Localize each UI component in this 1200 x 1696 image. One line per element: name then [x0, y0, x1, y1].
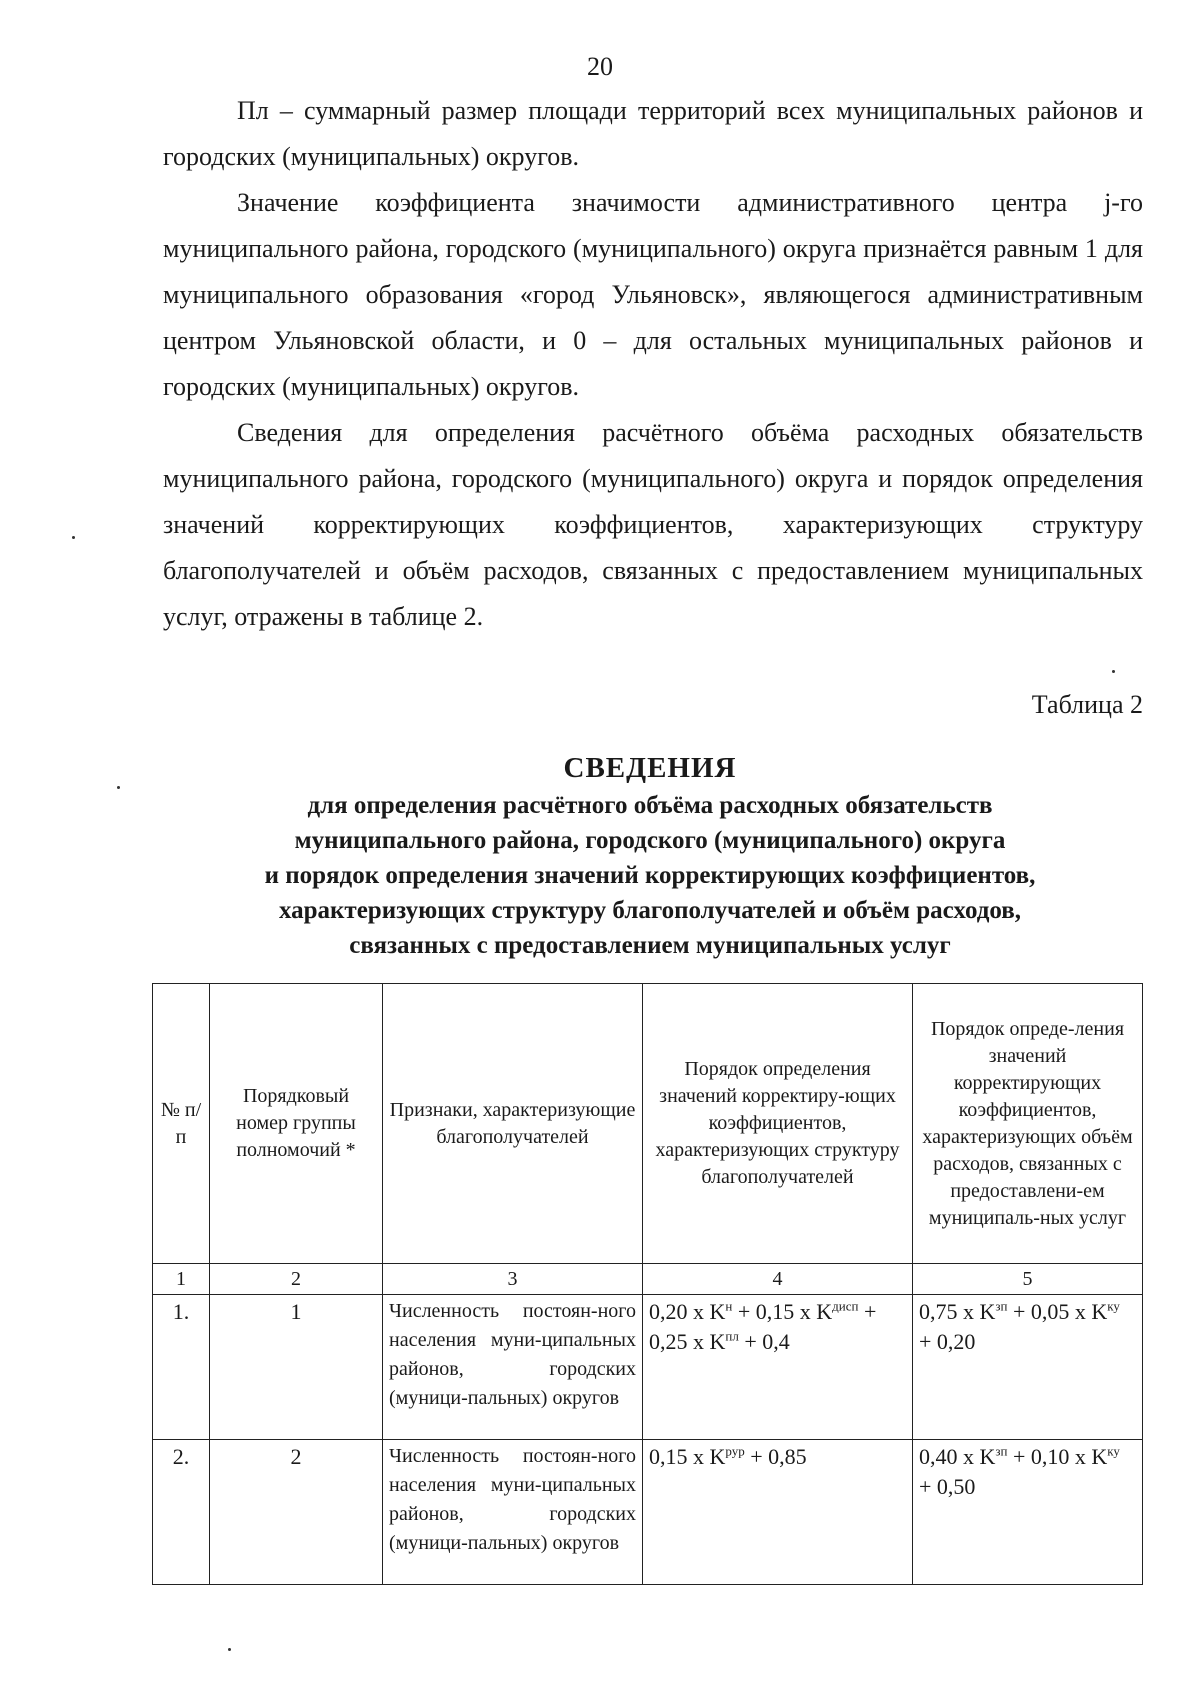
table-header-row: [153, 984, 1143, 1264]
row-features: Численность постоян-ного населения муни-ципальных районов, городских (муници-пальных) округов: [383, 1295, 643, 1440]
scan-speck: [117, 786, 120, 789]
title-line: для определения расчётного объёма расходных обязательств: [307, 792, 993, 819]
header-group: Порядковый номер группы полномочий *: [210, 984, 383, 1264]
header-structure-coefficients: Порядок определения значений корректиру-ющих коэффициентов, характеризующих структуру благополучателей: [643, 984, 913, 1264]
title-line: и порядок определения значений корректирующих коэффициентов,: [264, 862, 1036, 889]
data-table: [152, 983, 1143, 1585]
paragraph-admin-center-coefficient: Значение коэффициента значимости административного центра j-го муниципального района, городского (муниципального) округа признаётся равным 1 для муниципального образования «город Ульяновск», являющегося административным центром Ульяновской области, и 0 – для остальных муниципальных районов и городских (муниципальных) округов.: [163, 188, 1143, 401]
title-line: связанных с предоставлением муниципальных услуг: [349, 932, 951, 959]
scan-speck: [228, 1648, 231, 1651]
column-number-row: [153, 1264, 1143, 1295]
title-main: СВЕДЕНИЯ: [563, 752, 737, 784]
scan-speck: [1112, 670, 1115, 673]
title-line: муниципального района, городского (муниципального) округа: [294, 827, 1006, 854]
column-number: 5: [913, 1264, 1143, 1295]
header-number: № п/п: [153, 984, 210, 1264]
column-number: 3: [383, 1264, 643, 1295]
scan-speck: [72, 536, 75, 539]
header-features: Признаки, характеризующие благополучателей: [383, 984, 643, 1264]
row-formula-structure: 0,20 x $K^н + 0,15$ x $K^{дисп} + 0,25$ x $K^{пл} + 0,4$: [643, 1295, 913, 1440]
table-row: [153, 1295, 1143, 1440]
row-group: 1: [210, 1295, 383, 1440]
row-number: 1.: [153, 1295, 210, 1440]
paragraph-table-reference: Сведения для определения расчётного объёма расходных обязательств муниципального района, городского (муниципального) округа и порядок определения значений корректирующих коэффициентов, характеризующих структуру благополучателей и объём расходов, связанных с предоставлением муниципальных услуг, отражены в таблице 2.: [163, 418, 1143, 631]
row-number: 2.: [153, 1440, 210, 1585]
table-title: [150, 748, 1150, 963]
row-formula-structure: 0,15 x $K^{рур} + 0,85$: [643, 1440, 913, 1585]
column-number: 1: [153, 1264, 210, 1295]
row-formula-expense: 0,75 x $K^{зп} + 0,05$ x $K^{ку} + 0,20$: [913, 1295, 1143, 1440]
paragraph-pl-definition: Пл – суммарный размер площади территорий всех муниципальных районов и городских (муниципальных) округов.: [163, 96, 1143, 171]
table-caption: Таблица 2: [1031, 690, 1143, 719]
row-formula-expense: 0,40 x $K^{зп} + 0,10$ x $K^{ку} + 0,50$: [913, 1440, 1143, 1585]
column-number: 2: [210, 1264, 383, 1295]
table-row: [153, 1440, 1143, 1585]
row-group: 2: [210, 1440, 383, 1585]
column-number: 4: [643, 1264, 913, 1295]
row-features: Численность постоян-ного населения муни-ципальных районов, городских (муници-пальных) округов: [383, 1440, 643, 1585]
header-expense-coefficients: Порядок опреде-ления значений корректирующих коэффициентов, характеризующих объём расходов, связанных с предоставлени-ем муниципаль-ных услуг: [913, 984, 1143, 1264]
title-line: характеризующих структуру благополучателей и объём расходов,: [278, 897, 1022, 924]
page-number: 20: [587, 52, 613, 81]
